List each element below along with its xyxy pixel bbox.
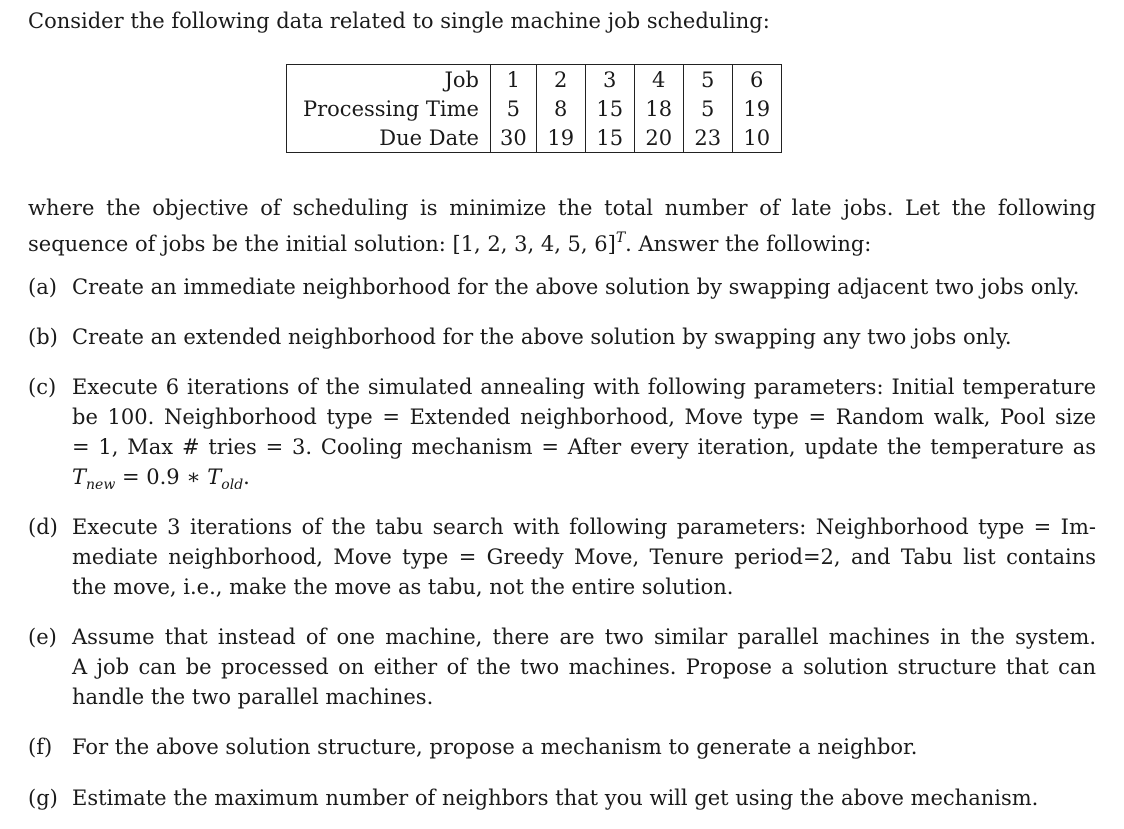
row-label-processing-time: Processing Time	[287, 94, 491, 123]
question-b	[28, 322, 1096, 352]
due-date-cell: 10	[732, 123, 781, 153]
question-text-line: Execute 6 iterations of the simulated annealing with following parameters: Initial temperature	[72, 375, 1096, 399]
question-label: (c)	[28, 375, 57, 399]
question-text-line: For the above solution structure, propose a mechanism to generate a neighbor.	[72, 735, 918, 759]
objective-paragraph	[28, 193, 1096, 259]
due-date-cell: 23	[683, 123, 732, 153]
intro-text: Consider the following data related to single machine job scheduling:	[28, 9, 770, 33]
processing-time-cell: 18	[634, 94, 683, 123]
job-cell: 3	[585, 65, 634, 95]
question-label: (b)	[28, 325, 58, 349]
due-date-cell: 30	[490, 123, 536, 153]
processing-time-cell: 5	[490, 94, 536, 123]
question-text-line: Create an extended neighborhood for the above solution by swapping any two jobs only.	[72, 325, 1012, 349]
row-label-job: Job	[287, 65, 491, 95]
question-c	[28, 372, 1096, 500]
question-text-line: Create an immediate neighborhood for the above solution by swapping adjacent two jobs only.	[72, 275, 1080, 299]
processing-time-cell: 15	[585, 94, 634, 123]
table-row-due-date	[287, 123, 782, 153]
row-label-due-date: Due Date	[287, 123, 491, 153]
due-date-cell: 15	[585, 123, 634, 153]
question-label: (e)	[28, 625, 57, 649]
question-label: (d)	[28, 515, 58, 539]
due-date-cell: 19	[536, 123, 585, 153]
question-text-line: handle the two parallel machines.	[72, 685, 434, 709]
processing-time-cell: 5	[683, 94, 732, 123]
due-date-cell: 20	[634, 123, 683, 153]
question-text-line: be 100. Neighborhood type = Extended neighborhood, Move type = Random walk, Pool size	[72, 405, 1096, 429]
question-text-line: Execute 3 iterations of the tabu search with following parameters: Neighborhood type = Im-	[72, 515, 1096, 539]
job-data-table	[286, 64, 782, 153]
table-row-processing-time	[287, 94, 782, 123]
job-cell: 4	[634, 65, 683, 95]
question-f	[28, 732, 1096, 762]
job-cell: 1	[490, 65, 536, 95]
objective-line-1: where the objective of scheduling is minimize the total number of late jobs. Let the following	[28, 196, 1096, 220]
job-cell: 5	[683, 65, 732, 95]
processing-time-cell: 8	[536, 94, 585, 123]
job-cell: 6	[732, 65, 781, 95]
question-text-line: = 1, Max # tries = 3. Cooling mechanism = After every iteration, update the temperature as	[72, 435, 1096, 459]
question-text-line: A job can be processed on either of the two machines. Propose a solution structure that can	[72, 655, 1096, 679]
question-label: (f)	[28, 735, 53, 759]
question-e	[28, 622, 1096, 712]
objective-line-2: sequence of jobs be the initial solution: [1, 2, 3, 4, 5, 6]$^T$. Answer the following:	[28, 230, 872, 256]
question-d	[28, 512, 1096, 602]
question-label: (a)	[28, 275, 57, 299]
question-text-line: Estimate the maximum number of neighbors that you will get using the above mechanism.	[72, 786, 1039, 810]
processing-time-cell: 19	[732, 94, 781, 123]
job-cell: 2	[536, 65, 585, 95]
question-text-line: Assume that instead of one machine, there are two similar parallel machines in the system.	[72, 625, 1096, 649]
question-a	[28, 272, 1096, 302]
cooling-formula: $T_{new} = 0.9$ ∗ $T_{old}$.	[72, 465, 250, 493]
question-text-line: the move, i.e., make the move as tabu, not the entire solution.	[72, 575, 734, 599]
question-text-line: mediate neighborhood, Move type = Greedy Move, Tenure period=2, and Tabu list contains	[72, 545, 1096, 569]
question-g	[28, 783, 1096, 813]
question-label: (g)	[28, 786, 58, 810]
table-row-job	[287, 65, 782, 95]
